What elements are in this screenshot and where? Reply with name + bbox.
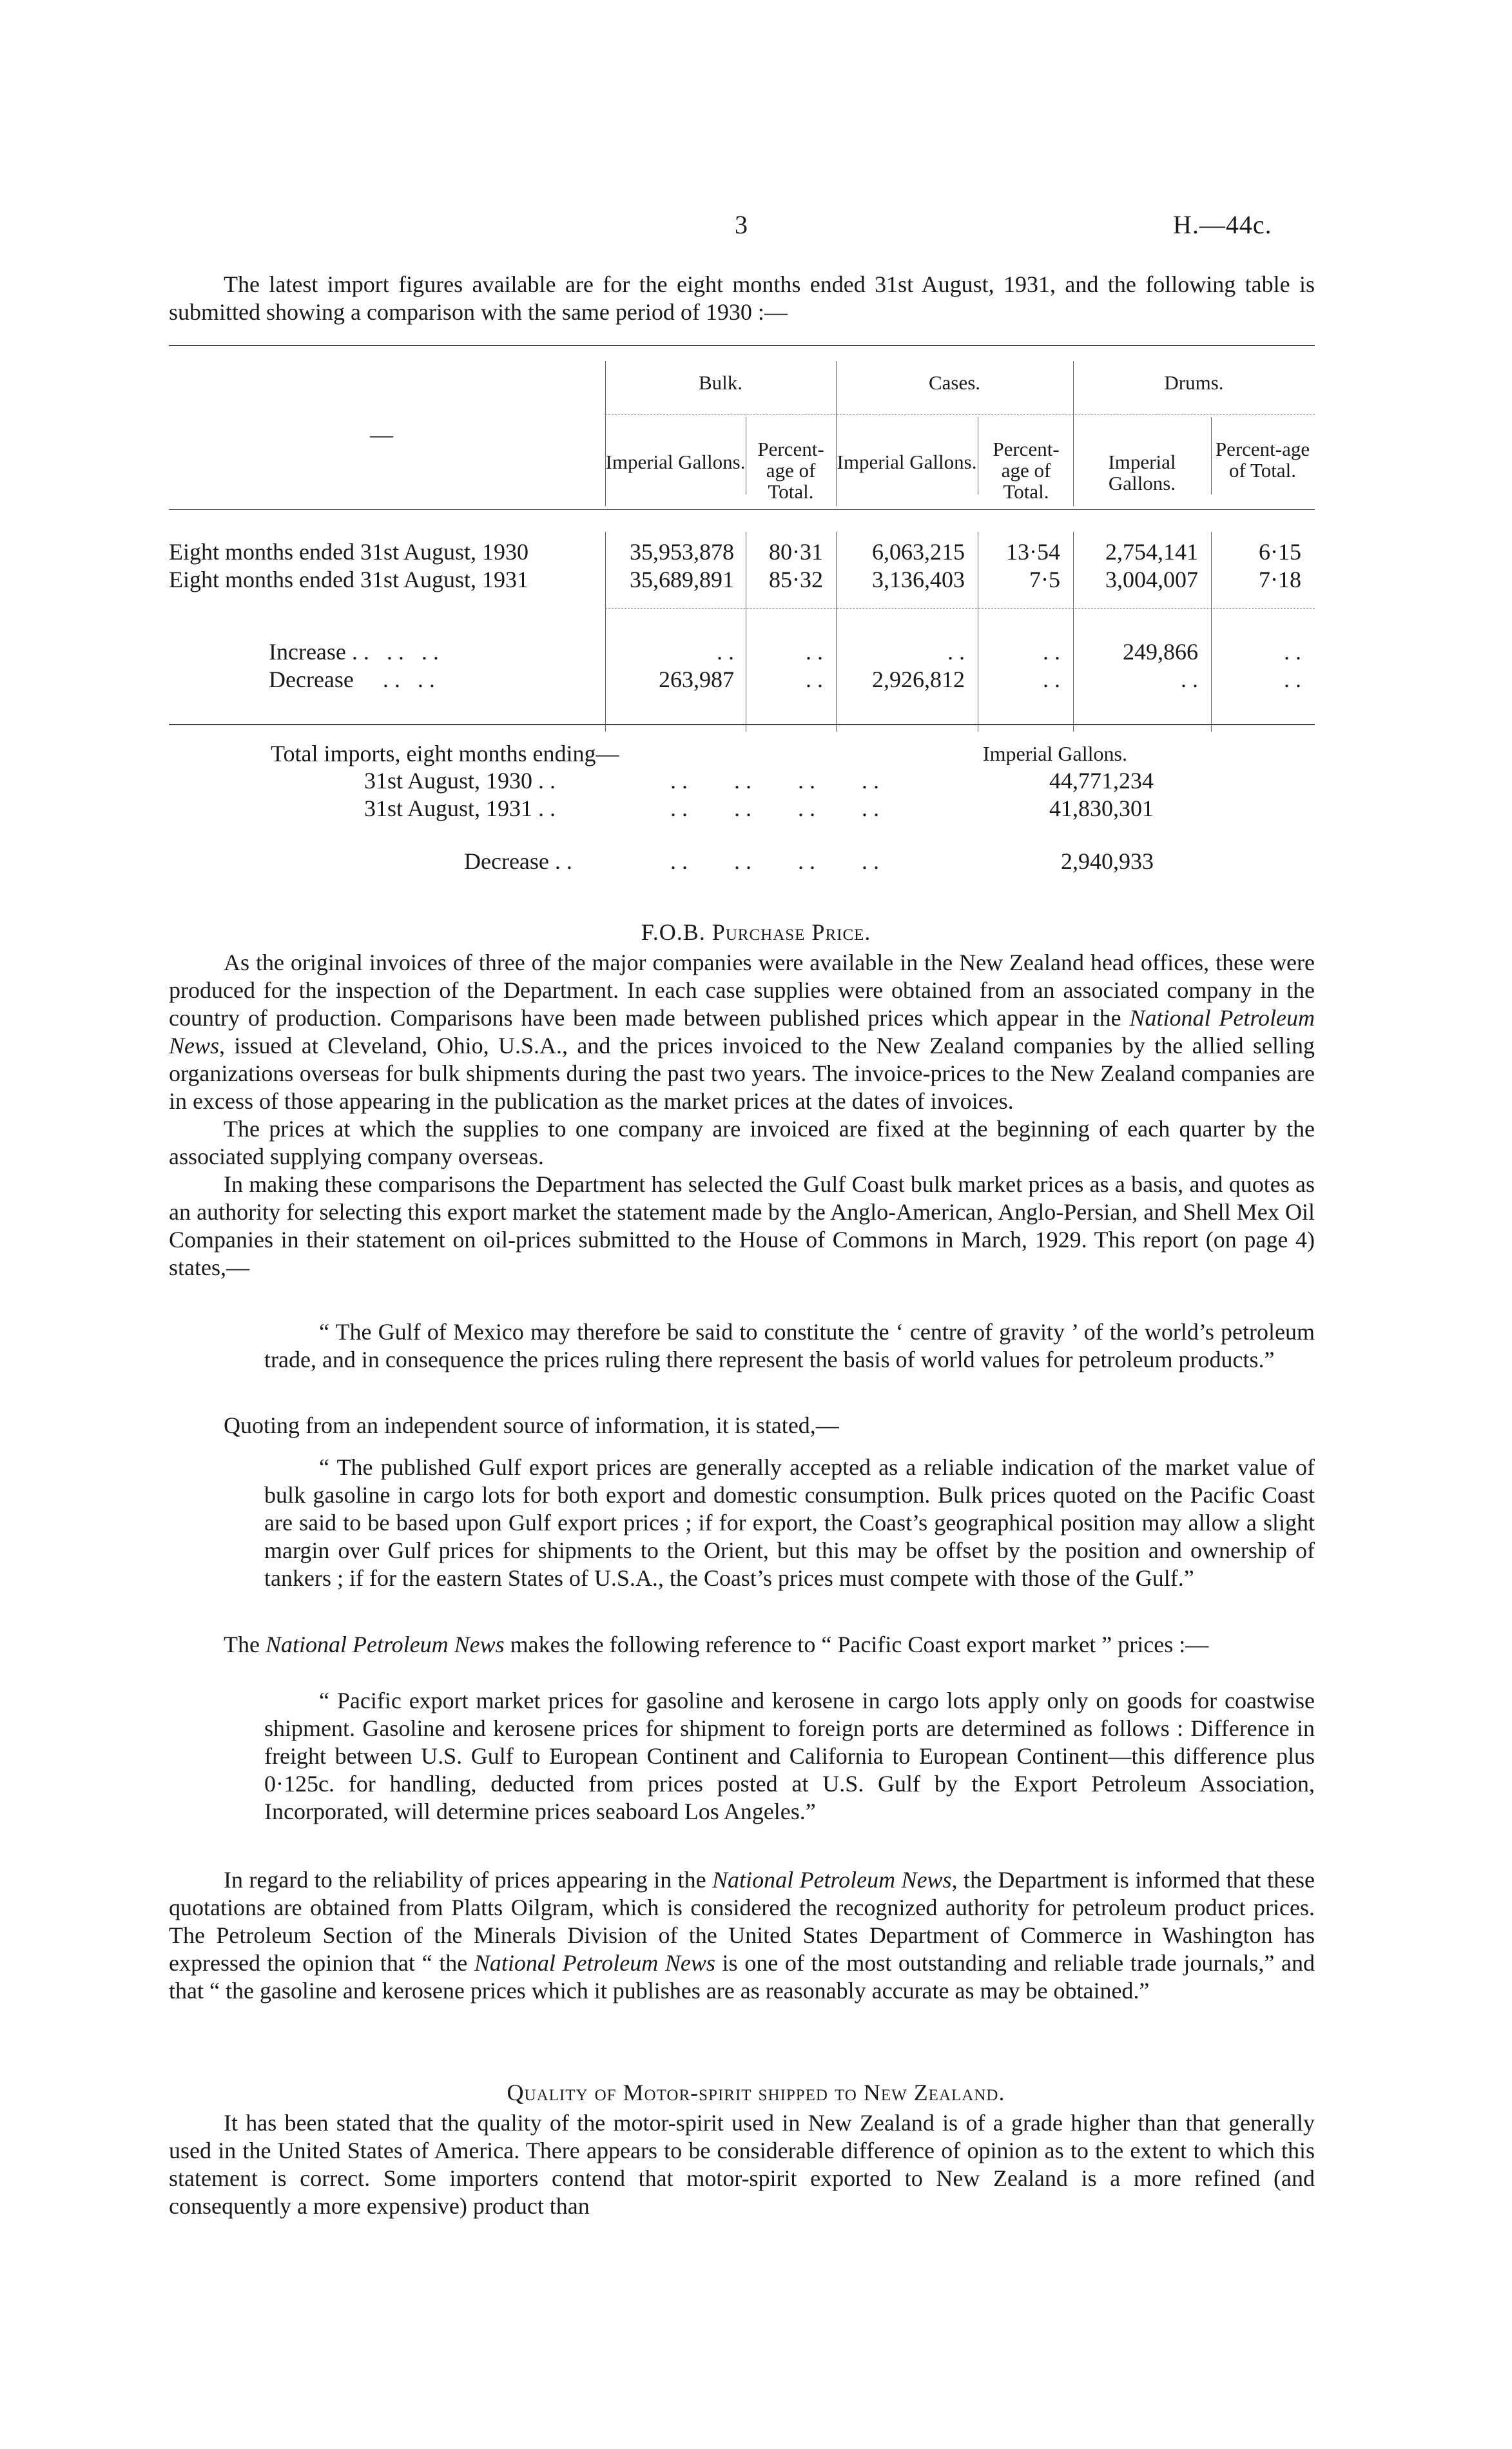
table-bottom-rule <box>169 724 1315 725</box>
quote-text: “ The published Gulf export prices are generally accepted as a reliable indication of the market value of bulk gasoline in cargo lots for both export and domestic consumption. Bulk prices quoted on the Pacific Coast are said to be based upon Gulf export prices ; if for export, the Coast’s geographical position may allow a slight margin over Gulf prices for shipments to the Orient, but this may be offset by the position and ownership of tankers ; if for the eastern States of U.S.A., the Coast’s prices must compete with those of the Gulf.” <box>264 1454 1315 1591</box>
paragraph-wrapper <box>169 1866 1315 2005</box>
totals-value: 44,771,234 <box>1049 768 1154 794</box>
table-top-rule <box>169 345 1315 346</box>
table-cell: 263,987 <box>659 667 734 692</box>
row-label: Increase . . . . . . <box>269 639 439 665</box>
totals-leaders: . . . . . . . . <box>670 795 879 821</box>
quote-text: “ The Gulf of Mexico may therefore be said to constitute the ‘ centre of gravity ’ of the world’s petroleum trade, and in consequence the prices ruling there represent the basis of world values for petroleum products.” <box>264 1319 1315 1372</box>
publication-title: National Petroleum News <box>712 1867 952 1893</box>
totals-leaders: . . . . . . . . <box>670 848 879 874</box>
totals-decrease-value: 2,940,933 <box>1061 848 1154 874</box>
stub-header: — <box>370 422 393 447</box>
table-cell: 3,004,007 <box>1105 567 1198 592</box>
table-cell: . . <box>1284 639 1301 665</box>
table-divider <box>1211 417 1212 494</box>
quote-text: “ Pacific export market prices for gasoline and kerosene in cargo lots apply only on goods for coastwise shipment. Gasoline and kerosene prices for shipment to foreign ports are determined as follows : Difference in freight between U.S. Gulf to European Continent and California to European Continent—this difference plus 0·125c. for handling, deducted from prices posted at U.S. Gulf by the Export Petroleum Association, Incorporated, will determine prices seaboard Los Angeles.” <box>264 1688 1315 1824</box>
group-header-cases: Cases. <box>928 371 981 394</box>
subheader-bulk-percent: Percent-age of Total. <box>757 438 824 503</box>
table-cell: 6,063,215 <box>872 539 965 565</box>
rule <box>605 608 1315 609</box>
table-cell: . . <box>1043 667 1060 692</box>
table-cell: . . <box>717 639 734 665</box>
table-cell: . . <box>1181 667 1198 692</box>
document-reference: H.—44c. <box>1173 210 1272 239</box>
paragraph-wrapper <box>169 1631 1315 1659</box>
row-label: Decrease . . . . <box>269 667 435 692</box>
subheader-cases-gallons: Imperial Gallons. <box>837 451 977 473</box>
subheader-drums-percent: Percent-age of Total. <box>1215 438 1310 482</box>
publication-title: National Petroleum News <box>474 1950 715 1976</box>
table-cell: 249,866 <box>1123 639 1198 665</box>
paragraph: Quoting from an independent source of information, it is stated,— <box>224 1412 839 1438</box>
paragraph: It has been stated that the quality of the motor-spirit used in New Zealand is of a grade higher than that generally used in the United States of America. There appears to be considerable difference of opinion as to the extent to which this statement is correct. Some importers contend that motor-spirit exported to New Zealand is a more refined (and consequently a more expensive) product than <box>169 2110 1315 2219</box>
totals-row-label: 31st August, 1931 . . <box>364 795 556 821</box>
table-cell: 80·31 <box>769 539 823 565</box>
table-cell: . . <box>806 667 823 692</box>
group-header-bulk: Bulk. <box>698 371 743 394</box>
table-cell: 7·5 <box>1029 567 1060 592</box>
intro-paragraph <box>169 271 1315 326</box>
subheader-cases-percent: Percent-age of Total. <box>993 438 1060 503</box>
table-cell: 35,953,878 <box>630 539 734 565</box>
publication-title: National Petroleum News <box>265 1632 505 1657</box>
block-quote <box>264 1454 1315 1592</box>
subheader-drums-gallons: Imperial Gallons. <box>1108 451 1176 494</box>
section-fob-body <box>169 949 1315 1282</box>
paragraph: In regard to the reliability of prices appearing in the National Petroleum News, the Department is informed that these quotations are obtained from Platts Oilgram, which is considered the recognized authority for petroleum product prices. The Petroleum Section of the Minerals Division of the United States Department of Commerce in Washington has expressed the opinion that “ the National Petroleum News is one of the most outstanding and reliable trade journals,” and that “ the gasoline and kerosene prices which it publishes are as reasonably accurate as may be obtained.” <box>169 1867 1315 2004</box>
table-cell: . . <box>1043 639 1060 665</box>
row-label: Eight months ended 31st August, 1930 <box>169 539 528 565</box>
group-header-drums: Drums. <box>1164 371 1224 394</box>
table-cell: . . <box>806 639 823 665</box>
block-quote <box>264 1318 1315 1374</box>
totals-unit-header: Imperial Gallons. <box>983 742 1127 765</box>
totals-row-label: 31st August, 1930 . . <box>364 768 556 794</box>
section-quality-body <box>169 2109 1315 2220</box>
paragraph-wrapper <box>169 1412 1315 1439</box>
paragraph: The prices at which the supplies to one company are invoiced are fixed at the beginning of each quarter by the associated supplying company overseas. <box>169 1116 1315 1169</box>
totals-value: 41,830,301 <box>1049 795 1154 821</box>
paragraph: The National Petroleum News makes the following reference to “ Pacific Coast export market ” prices :— <box>224 1632 1209 1657</box>
block-quote <box>264 1687 1315 1826</box>
page-number: 3 <box>735 210 748 239</box>
section-heading-quality: Quality of Motor-spirit shipped to New Zealand. <box>507 2080 1005 2105</box>
subheader-bulk-gallons: Imperial Gallons. <box>605 451 746 473</box>
header-bottom-rule <box>169 509 1315 510</box>
paragraph: As the original invoices of three of the major companies were available in the New Zealand head offices, these were produced for the inspection of the Department. In each case supplies were obtained from an associated company in the country of production. Comparisons have been made between published prices which appear in the National Petroleum News, issued at Cleveland, Ohio, U.S.A., and the prices invoiced to the New Zealand companies by the allied selling organizations overseas for bulk shipments during the past two years. The invoice-prices to the New Zealand companies are in excess of those appearing in the publication as the market prices at the dates of invoices. <box>169 950 1315 1114</box>
table-cell: 7·18 <box>1259 567 1301 592</box>
totals-heading: Total imports, eight months ending— <box>271 741 619 766</box>
table-cell: 6·15 <box>1259 539 1301 565</box>
table-cell: 35,689,891 <box>630 567 734 592</box>
totals-decrease-label: Decrease . . <box>464 848 572 874</box>
import-comparison-table <box>169 345 1315 725</box>
table-cell: 2,926,812 <box>872 667 965 692</box>
table-cell: . . <box>1284 667 1301 692</box>
totals-leaders: . . . . . . . . <box>670 768 879 794</box>
intro-text: The latest import figures available are for the eight months ended 31st August, 1931, and the following table is submitted showing a comparison with the same period of 1930 :— <box>169 271 1315 325</box>
table-cell: . . <box>947 639 965 665</box>
publication-title: National Petroleum News <box>169 1005 1315 1059</box>
table-cell: 13·54 <box>1006 539 1060 565</box>
table-cell: 2,754,141 <box>1105 539 1198 565</box>
row-label: Eight months ended 31st August, 1931 <box>169 567 528 592</box>
section-heading-fob: F.O.B. Purchase Price. <box>641 919 871 945</box>
table-cell: 3,136,403 <box>872 567 965 592</box>
paragraph: In making these comparisons the Department has selected the Gulf Coast bulk market prices as a basis, and quotes as an authority for selecting this export market the statement made by the Anglo-American, Anglo-Persian, and Shell Mex Oil Companies in their statement on oil-prices submitted to the House of Commons in March, 1929. This report (on page 4) states,— <box>169 1171 1315 1280</box>
table-cell: 85·32 <box>769 567 823 592</box>
